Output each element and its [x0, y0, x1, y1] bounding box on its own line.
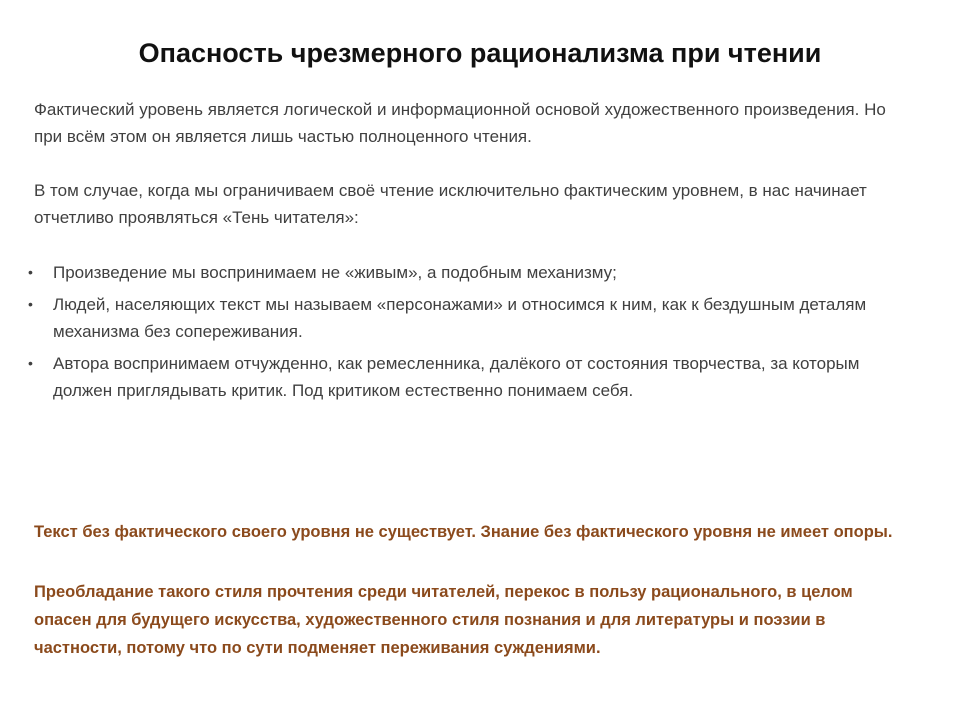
slide-title: Опасность чрезмерного рационализма при чтении — [138, 38, 822, 68]
slide-body — [28, 96, 894, 409]
bullet-text: Произведение мы воспринимаем не «живым», а подобным механизму; — [53, 263, 617, 282]
bullet-dot-icon: • — [28, 264, 33, 280]
bullet-text: Автора воспринимаем отчужденно, как ремесленника, далёкого от состояния творчества, за которым должен приглядывать критик. Под критиком естественно понимаем себя. — [53, 354, 860, 400]
bullet-dot-icon: • — [28, 355, 33, 371]
bullet-text: Людей, населяющих текст мы называем «персонажами» и относимся к ним, как к бездушным деталям механизма без сопереживания. — [53, 295, 867, 341]
conclusion-text-no-support: Текст без фактического своего уровня не существует. Знание без фактического уровня не имеет опоры. — [34, 523, 893, 541]
paragraph-reader-shadow: В том случае, когда мы ограничиваем своё чтение исключительно фактическим уровнем, в нас начинает отчетливо проявляться «Тень читателя»: — [34, 181, 867, 227]
bullet-dot-icon: • — [28, 296, 33, 312]
bullet-item — [28, 259, 894, 286]
paragraph-factual-level: Фактический уровень является логической и информационной основой художественного произведения. Но при всём этом он является лишь частью полноценного чтения. — [34, 100, 886, 146]
bullet-list — [28, 259, 894, 404]
bullet-item — [28, 350, 894, 404]
bullet-item — [28, 291, 894, 345]
conclusion-danger-for-art: Преобладание такого стиля прочтения среди читателей, перекос в пользу рационального, в целом опасен для будущего искусства, художественного стиля познания и для литературы и поэзии в частности, потому что по сути подменяет переживания суждениями. — [34, 583, 853, 657]
